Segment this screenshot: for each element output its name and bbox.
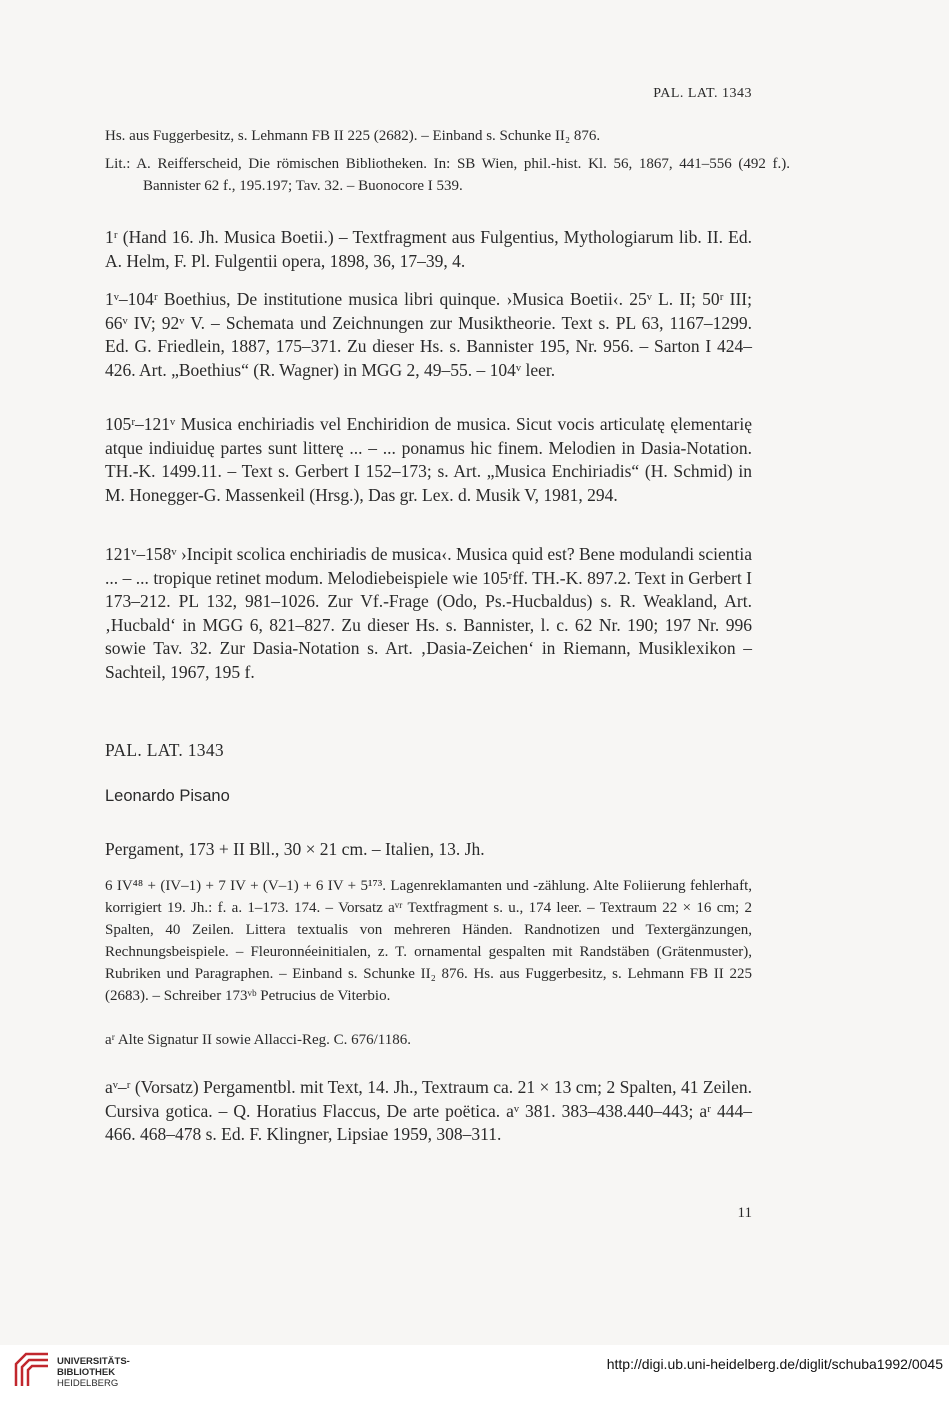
logo-line-2: BIBLIOTHEK xyxy=(57,1367,116,1378)
literature-note: Lit.: A. Reifferscheid, Die römischen Bibliotheken. In: SB Wien, phil.-hist. Kl. 56, 1867, 441–556 (492 f.). Bannister 62 f., 195.197; Tav. 32. – Buonocore I 539. xyxy=(105,156,790,194)
old-signature: aʳ Alte Signatur II sowie Allacci-Reg. C. 676/1186. xyxy=(105,1032,411,1048)
provenance-note: Hs. aus Fuggerbesitz, s. Lehmann FB II 225 (2682). – Einband s. Schunke II₂ 876. xyxy=(105,128,601,144)
entry-121v-158v: 121ᵛ–158ᵛ ›Incipit scolica enchiriadis de musica‹. Musica quid est? Bene modulandi scientia ... – ... tropique retinet modum. Melodiebeispiele wie 105ʳff. TH.-K. 897.2. Text in Gerbert I 173–212. PL 132, 981–1026. Zur Vf.-Frage (Odo, Ps.-Hucbaldus) s. R. Weakland, Art. ‚Hucbald‘ in MGG 6, 821–827. Zu dieser Hs. s. Bannister, l. c. 62 Nr. 190; 197 Nr. 996 sowie Tav. 32. Zur Dasia-Notation s. Art. ‚Dasia-Zeichen‘ in Riemann, Musiklexikon – Sachteil, 1967, 195 f. xyxy=(105,544,752,682)
entry-1v-104r: 1ᵛ–104ʳ Boethius, De institutione musica libri quinque. ›Musica Boetii‹. 25ᵛ L. II; 50ʳ III; 66ᵛ IV; 92ᵛ V. – Schemata und Zeichnungen zur Musiktheorie. Text s. PL 63, 1167–1299. Ed. G. Friedlein, 1887, 175–371. Zu dieser Hs. s. Bannister 195, Nr. 956. – Sarton I 424–426. Art. „Boethius“ (R. Wagner) in MGG 2, 49–55. – 104ᵛ leer. xyxy=(105,289,752,380)
collation-description: 6 IV⁴⁸ + (IV–1) + 7 IV + (V–1) + 6 IV + 5¹⁷³. Lagenreklamanten und -zählung. Alte Foliierung fehlerhaft, korrigiert 19. Jh.: f. a. 1–173. 174. – Vorsatz aᵛʳ Textfragment s. u., 174 leer. – Textraum 22 × 16 cm; 2 Spalten, 40 Zeilen. Littera textualis von mehreren Händen. Randnotizen und Textergänzungen, Rechnungsbeispiele. – Fleuronnéeinitialen, z. T. ornamental gespalten mit Randstäben (Grätenmuster), Rubriken und Paragraphen. – Einband s. Schunke II₂ 876. Hs. aus Fuggerbesitz, s. Lehmann FB II 225 (2683). – Schreiber 173ᵛᵇ Petrucius de Viterbio. xyxy=(105,878,752,1004)
section-title: PAL. LAT. 1343 xyxy=(105,740,224,760)
entry-1r: 1ʳ (Hand 16. Jh. Musica Boetii.) – Textfragment aus Fulgentius, Mythologiarum lib. II. Ed. A. Helm, F. Pl. Fulgentii opera, 1898, 36, 17–39, 4. xyxy=(105,227,752,271)
viewer-footer xyxy=(0,1345,949,1410)
section-author: Leonardo Pisano xyxy=(105,787,230,805)
entry-105r-121v: 105ʳ–121ᵛ Musica enchiriadis vel Enchiridion de musica. Sicut vocis articulatę ęlementarię atque indiuiduę partes sunt litterę ... – ... ponamus hic finem. Melodien in Dasia-Notation. TH.-K. 1499.11. – Text s. Gerbert I 152–173; s. Art. „Musica Enchiriadis“ (H. Schmid) in M. Honegger-G. Massenkeil (Hrsg.), Das gr. Lex. d. Musik V, 1981, 294. xyxy=(105,414,752,505)
logo-line-1: UNIVERSITÄTS- xyxy=(57,1356,130,1367)
physical-description: Pergament, 173 + II Bll., 30 × 21 cm. – Italien, 13. Jh. xyxy=(105,839,485,859)
logo-line-3: HEIDELBERG xyxy=(57,1378,119,1389)
entry-flyleaf: aᵛ–ʳ (Vorsatz) Pergamentbl. mit Text, 14. Jh., Textraum ca. 21 × 13 cm; 2 Spalten, 41 Zeilen. Cursiva gotica. – Q. Horatius Flaccus, De arte poëtica. aᵛ 381. 383–438.440–443; aʳ 444–466. 468–478 s. Ed. F. Klingner, Lipsiae 1959, 308–311. xyxy=(105,1077,752,1144)
running-head: PAL. LAT. 1343 xyxy=(653,86,752,101)
permalink-url[interactable]: http://digi.ub.uni-heidelberg.de/diglit/schuba1992/0045 xyxy=(606,1356,943,1372)
ub-heidelberg-logo-text xyxy=(57,1356,130,1389)
ub-heidelberg-logo-icon xyxy=(12,1350,52,1390)
page-number: 11 xyxy=(737,1205,752,1221)
